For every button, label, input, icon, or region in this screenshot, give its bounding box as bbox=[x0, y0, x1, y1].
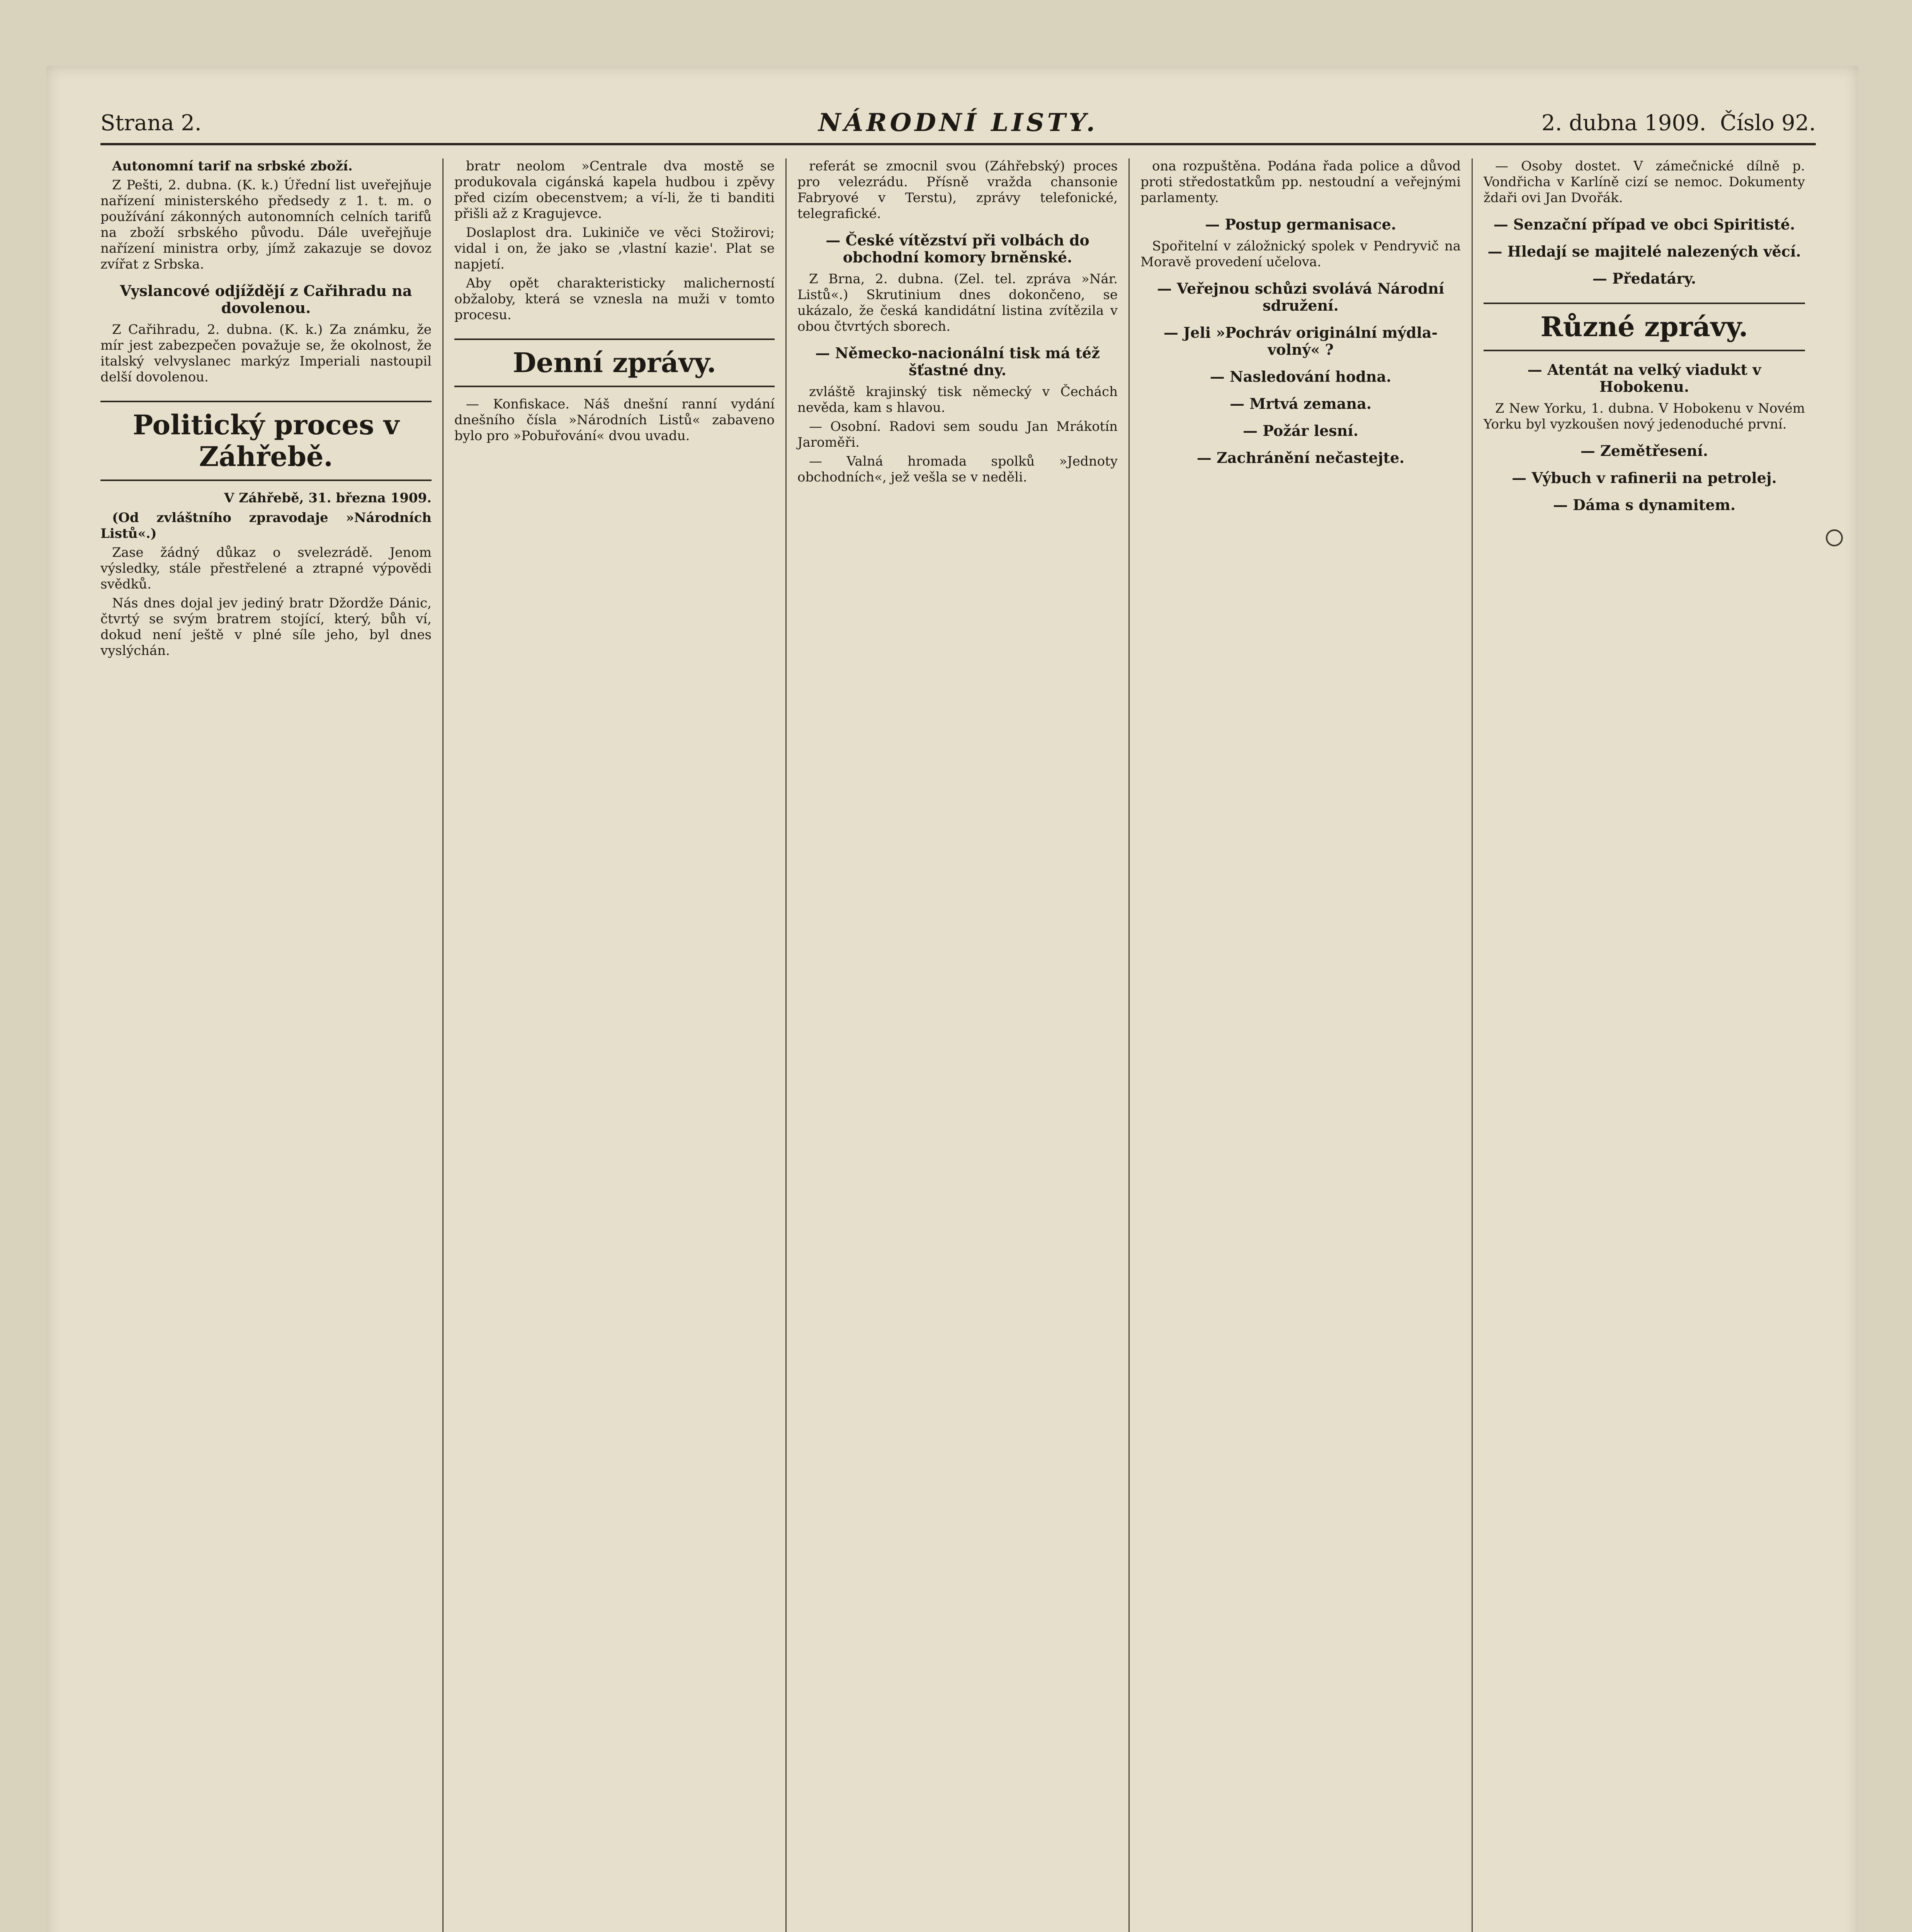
section-heading: — Německo-nacionální tisk má též šťastné dny. bbox=[815, 344, 1100, 379]
article-text: Nás dnes dojal jev jediný bratr Džordže Dánic, čtvrtý se svým bratrem stojící, který, bůh ví, dokud není ještě v plné síle jeho, byl dnes vyslýchán. bbox=[100, 595, 432, 658]
article-text: Z Pešti, 2. dubna. (K. k.) Úřední list uveřejňuje nařízení ministerského předsedy z 1. t. m. o používání zákonných autonomních celních tarifů na zboží srbského původu. Dále uveřejňuje nařízení ministra orby, jímž zakazuje se dovoz zvířat z Srbska. bbox=[100, 177, 432, 272]
newspaper-page bbox=[46, 66, 1858, 1932]
article-text: — Osoby dostet. V zámečnické dílně p. Vondřicha v Karlíně cizí se nemoc. Dokumenty ždaři ovi Jan Dvořák. bbox=[1484, 158, 1805, 206]
section-heading: — Hledají se majitelé nalezených věcí. bbox=[1487, 243, 1801, 260]
article-text: — Konfiskace. Náš dnešní ranní vydání dnešního čísla »Národních Listů« zabaveno bylo pro »Pobuřování« dvou uvadu. bbox=[454, 396, 775, 444]
article-text: — Valná hromada spolků »Jednoty obchodních«, jež vešla se v neděli. bbox=[797, 454, 1118, 485]
article-text: bratr neolom »Centrale dva mostě se produkovala cigánská kapela hudbou i zpěvy před cizím obecenstvem; a ví-li, že ti banditi přišli až z Kragujevce. bbox=[454, 158, 775, 221]
section-heading: — Předatáry. bbox=[1592, 270, 1696, 287]
article-text: zvláště krajinský tisk německý v Čechách nevěda, kam s hlavou. bbox=[797, 384, 1118, 415]
column-5 bbox=[1473, 158, 1816, 1932]
masthead: NÁRODNÍ LISTY. bbox=[818, 108, 1098, 137]
article-text: Spořitelní v záložnický spolek v Pendryvič na Moravě provedení učelova. bbox=[1140, 238, 1461, 270]
article-text: Aby opět charakteristicky malicherností obžaloby, která se vznesla na muži v tomto procesu. bbox=[454, 276, 775, 323]
article-text: ona rozpuštěna. Podána řada police a důvod proti středostatkům pp. nestoudní a veřejnými parlamenty. bbox=[1140, 158, 1461, 206]
section-heading: — Atentát na velký viadukt v Hobokenu. bbox=[1527, 361, 1761, 395]
date-text: 2. dubna 1909. bbox=[1541, 111, 1706, 136]
article-columns bbox=[100, 158, 1816, 1932]
section-heading: — Postup germanisace. bbox=[1205, 216, 1396, 233]
article-text: Zase žádný důkaz o svelezrádě. Jenom výsledky, stále přestřelené a ztrapné výpovědi svědků. bbox=[100, 545, 432, 592]
binding-hole-mark bbox=[1826, 529, 1843, 546]
section-heading: — Požár lesní. bbox=[1243, 422, 1358, 439]
section-heading: — Veřejnou schůzi svolává Národní sdružení. bbox=[1157, 280, 1445, 314]
section-heading: — České vítězství při volbách do obchodní komory brněnské. bbox=[826, 231, 1089, 266]
article-text: — Osobní. Radovi sem soudu Jan Mrákotín Jaroměři. bbox=[797, 419, 1118, 450]
article-heading: Autonomní tarif na srbské zboží. bbox=[112, 158, 353, 174]
big-section-heading: Různé zprávy. bbox=[1484, 303, 1805, 351]
article-text: Z New Yorku, 1. dubna. V Hobokenu v Novém Yorku byl vyzkoušen nový jedenoduché první. bbox=[1484, 401, 1805, 432]
big-section-heading: Denní zprávy. bbox=[454, 338, 775, 387]
article-text: referát se zmocnil svou (Záhřebský) proces pro velezrádu. Přísně vražda chansonie Fabryové v Terstu), zprávy telefonické, telegrafické. bbox=[797, 158, 1118, 221]
issue-number: Číslo 92. bbox=[1720, 111, 1816, 136]
article-text: Doslaplost dra. Lukiniče ve věci Stožirovi; vidal i on, že jako se ,vlastní kazie'. Plat se napjetí. bbox=[454, 225, 775, 272]
column-1 bbox=[100, 158, 444, 1932]
section-heading: — Jeli »Pochráv originální mýdla-volný« ? bbox=[1163, 324, 1438, 358]
article-text: Z Cařihradu, 2. dubna. (K. k.) Za známku, že mír jest zabezpečen považuje se, že okolnost, že italský velvyslanec markýz Imperiali nastoupil delší dovolenou. bbox=[100, 322, 432, 385]
column-3 bbox=[787, 158, 1130, 1932]
column-2 bbox=[444, 158, 787, 1932]
section-heading: — Zachránění nečastejte. bbox=[1196, 449, 1405, 466]
section-heading: Vyslancové odjíždějí z Cařihradu na dovolenou. bbox=[120, 282, 412, 316]
column-4 bbox=[1130, 158, 1473, 1932]
section-heading: — Mrtvá zemana. bbox=[1230, 395, 1372, 412]
issue-date bbox=[1541, 111, 1816, 136]
dateline: V Záhřebě, 31. března 1909. bbox=[224, 490, 432, 506]
section-heading: — Výbuch v rafinerii na petrolej. bbox=[1512, 469, 1777, 486]
correspondent-note: (Od zvláštního zpravodaje »Národních Listů«.) bbox=[100, 510, 432, 541]
article-text: Z Brna, 2. dubna. (Zel. tel. zpráva »Nár. Listů«.) Skrutinium dnes dokončeno, se ukázalo, že česká kandidátní listina zvítězila v obou čtvrtých sborech. bbox=[797, 271, 1118, 334]
big-section-heading: Politický proces v Záhřebě. bbox=[100, 401, 432, 481]
section-heading: — Senzační případ ve obci Spiritisté. bbox=[1493, 216, 1795, 233]
section-heading: — Zemětřesení. bbox=[1580, 442, 1708, 459]
section-heading: — Nasledování hodna. bbox=[1210, 368, 1392, 385]
section-heading: — Dáma s dynamitem. bbox=[1553, 496, 1736, 514]
page-header bbox=[100, 108, 1816, 145]
page-number: Strana 2. bbox=[100, 111, 202, 136]
